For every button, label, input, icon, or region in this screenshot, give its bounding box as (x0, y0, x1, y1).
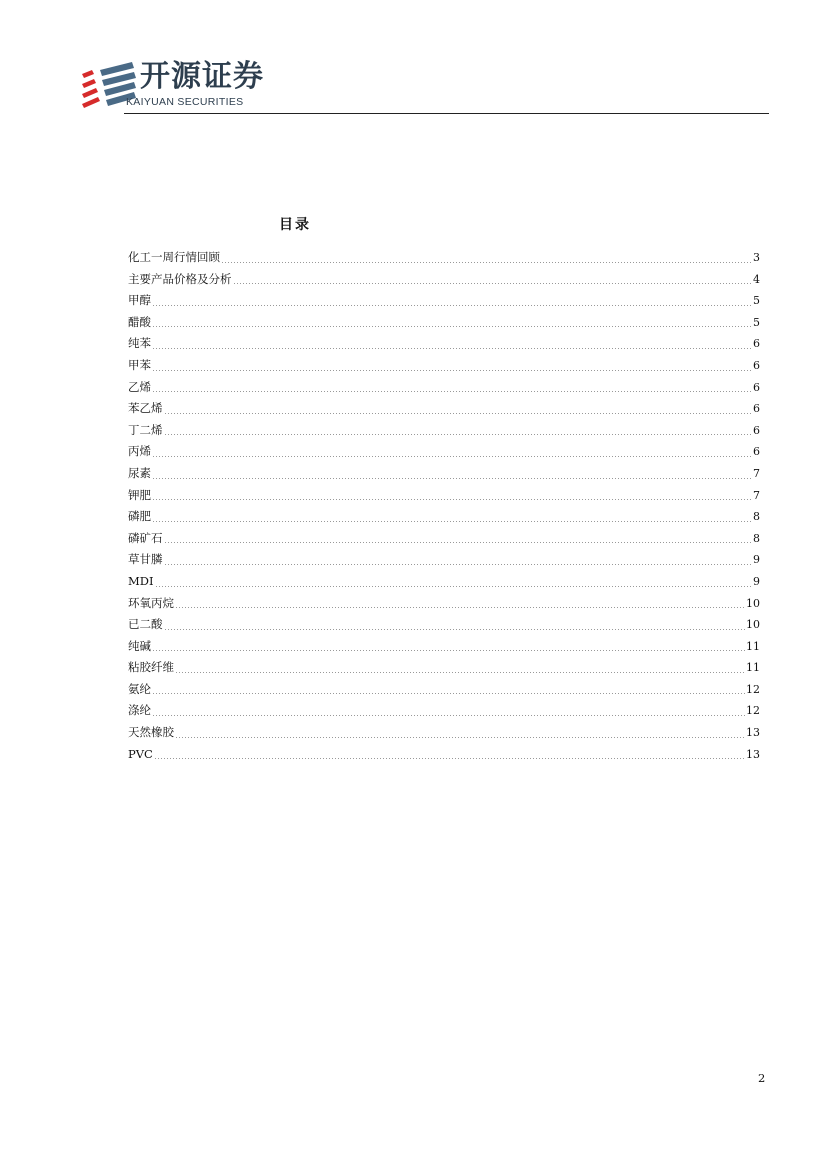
page-header (80, 58, 770, 116)
toc-dot-leader (233, 283, 753, 284)
toc-dot-leader (152, 715, 745, 716)
toc-dot-leader (164, 413, 753, 414)
toc-entry-page: 4 (753, 272, 760, 286)
toc-entry[interactable] (128, 355, 760, 377)
toc-entry-label: 丁二烯 (128, 422, 163, 437)
toc-entry-label: 钾肥 (128, 487, 151, 502)
toc-dot-leader (154, 758, 745, 759)
toc-entry-page: 6 (753, 423, 760, 437)
toc-dot-leader (152, 650, 745, 651)
toc-entry[interactable] (128, 463, 760, 485)
toc-entry[interactable] (128, 269, 760, 291)
toc-entry[interactable] (128, 744, 760, 766)
toc-entry-page: 5 (753, 315, 760, 329)
toc-entry-page: 6 (753, 358, 760, 372)
toc-entry-label: 醋酸 (128, 314, 151, 329)
toc-entry-label: 环氧丙烷 (128, 595, 174, 610)
toc-entry-label: PVC (128, 746, 153, 761)
toc-dot-leader (152, 478, 752, 479)
toc-entry-page: 10 (746, 618, 760, 632)
toc-entry-label: 磷矿石 (128, 530, 163, 545)
toc-entry[interactable] (128, 549, 760, 571)
toc-entry[interactable] (128, 485, 760, 507)
toc-entry-page: 7 (753, 488, 760, 502)
toc-entry-label: 纯苯 (128, 336, 151, 351)
toc-dot-leader (152, 456, 752, 457)
toc-entry-page: 8 (753, 510, 760, 524)
toc-entry-label: 草甘膦 (128, 552, 163, 567)
toc-dot-leader (155, 586, 752, 587)
toc-entry-page: 8 (753, 531, 760, 545)
toc-entry-page: 6 (753, 337, 760, 351)
toc-entry-label: 涤纶 (128, 703, 151, 718)
page-number: 2 (758, 1071, 766, 1085)
toc-entry-label: 粘胶纤维 (128, 660, 174, 675)
toc-entry-page: 9 (753, 574, 760, 588)
toc-entry[interactable] (128, 636, 760, 658)
toc-entry-label: 苯乙烯 (128, 401, 163, 416)
toc-entry[interactable] (128, 377, 760, 399)
header-divider (124, 113, 769, 114)
table-of-contents (128, 247, 760, 765)
toc-entry-page: 11 (746, 639, 760, 653)
toc-entry[interactable] (128, 657, 760, 679)
toc-entry[interactable] (128, 722, 760, 744)
toc-dot-leader (152, 305, 752, 306)
toc-dot-leader (152, 348, 752, 349)
logo-chinese-name: 开源证券 (140, 59, 264, 94)
toc-entry-page: 6 (753, 445, 760, 459)
logo-english-name: KAIYUAN SECURITIES (126, 96, 244, 108)
toc-entry-label: 尿素 (128, 465, 151, 480)
toc-entry[interactable] (128, 593, 760, 615)
toc-entry[interactable] (128, 506, 760, 528)
toc-entry-label: 磷肥 (128, 509, 151, 524)
toc-entry-label: 氨纶 (128, 681, 151, 696)
toc-entry[interactable] (128, 614, 760, 636)
toc-title: 目录 (279, 217, 311, 233)
toc-dot-leader (152, 499, 752, 500)
toc-dot-leader (175, 737, 745, 738)
toc-dot-leader (164, 629, 746, 630)
toc-entry-page: 9 (753, 553, 760, 567)
toc-entry-label: 化工一周行情回顾 (128, 250, 220, 264)
toc-dot-leader (164, 564, 753, 565)
toc-entry[interactable] (128, 333, 760, 355)
toc-entry-page: 11 (746, 661, 760, 675)
toc-entry[interactable] (128, 420, 760, 442)
toc-entry-label: 天然橡胶 (128, 725, 174, 740)
toc-entry-label: MDI (128, 573, 154, 588)
toc-dot-leader (175, 672, 745, 673)
toc-entry[interactable] (128, 700, 760, 722)
toc-entry-label: 丙烯 (128, 444, 151, 459)
toc-dot-leader (164, 434, 753, 435)
toc-dot-leader (152, 521, 752, 522)
toc-entry-label: 甲苯 (128, 357, 151, 372)
toc-entry-page: 6 (753, 380, 760, 394)
toc-dot-leader (175, 607, 745, 608)
toc-entry-label: 乙烯 (128, 379, 151, 394)
toc-entry[interactable] (128, 571, 760, 593)
toc-entry-page: 13 (746, 747, 760, 761)
toc-entry-label: 纯碱 (128, 638, 151, 653)
toc-dot-leader (152, 391, 752, 392)
toc-entry-label: 主要产品价格及分析 (128, 271, 232, 286)
toc-entry-page: 6 (753, 402, 760, 416)
toc-entry-label: 甲醇 (128, 293, 151, 308)
toc-dot-leader (221, 262, 752, 263)
toc-entry-page: 3 (753, 251, 760, 264)
toc-entry-page: 5 (753, 294, 760, 308)
toc-dot-leader (152, 326, 752, 327)
toc-entry-page: 7 (753, 466, 760, 480)
toc-entry[interactable] (128, 528, 760, 550)
toc-entry-page: 10 (746, 596, 760, 610)
toc-entry-page: 12 (746, 682, 760, 696)
toc-entry-page: 12 (746, 704, 760, 718)
toc-entry-page: 13 (746, 726, 760, 740)
toc-dot-leader (164, 542, 753, 543)
toc-entry-label: 已二酸 (128, 617, 163, 632)
toc-entry[interactable] (128, 312, 760, 334)
toc-entry[interactable] (128, 398, 760, 420)
toc-entry[interactable] (128, 290, 760, 312)
toc-entry[interactable] (128, 441, 760, 463)
toc-dot-leader (152, 693, 745, 694)
toc-dot-leader (152, 370, 752, 371)
toc-entry[interactable] (128, 679, 760, 701)
toc-entry[interactable] (128, 247, 760, 269)
